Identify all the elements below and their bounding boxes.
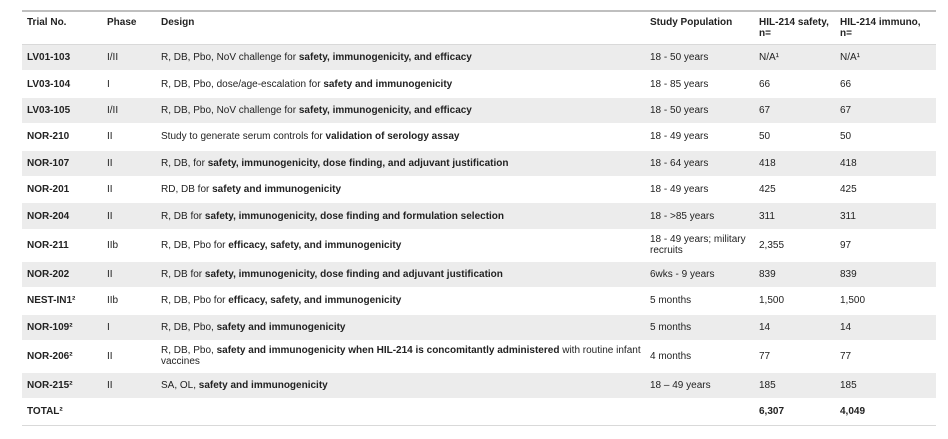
header-study-population: Study Population: [645, 11, 754, 45]
design-text: RD, DB for: [161, 184, 213, 196]
phase-cell: II: [102, 150, 156, 176]
table-row: [22, 176, 936, 202]
safety-n-cell: 425: [754, 176, 835, 202]
study-population-cell: 5 months: [645, 314, 754, 340]
immuno-n-cell: 311: [835, 203, 936, 229]
design-emphasis: safety, immunogenicity, and efficacy: [298, 104, 472, 116]
design-cell: [156, 288, 645, 314]
safety-n-cell: 14: [754, 314, 835, 340]
phase-cell: I: [102, 314, 156, 340]
immuno-n-cell: 67: [835, 97, 936, 123]
immuno-n-cell: 185: [835, 372, 936, 398]
trial-no-cell: NEST-IN1²: [22, 288, 102, 314]
design-cell: [156, 176, 645, 202]
design-text: R, DB, Pbo,: [161, 345, 217, 357]
total-immuno: 4,049: [835, 399, 936, 425]
trial-no-cell: LV03-105: [22, 97, 102, 123]
design-cell: [156, 97, 645, 123]
design-text: Study to generate serum controls for: [161, 131, 326, 143]
trial-no-cell: NOR-211: [22, 229, 102, 261]
phase-cell: I/II: [102, 97, 156, 123]
table-row: [22, 340, 936, 372]
study-population-cell: 18 - >85 years: [645, 203, 754, 229]
design-emphasis: safety, immunogenicity, dose finding, and adjuvant justification: [207, 157, 509, 169]
safety-n-cell: 50: [754, 124, 835, 150]
table-row: [22, 45, 936, 71]
study-population-cell: 18 - 50 years: [645, 45, 754, 71]
header-design: Design: [156, 11, 645, 45]
trial-no-cell: NOR-202: [22, 261, 102, 287]
immuno-n-cell: 425: [835, 176, 936, 202]
safety-n-cell: 66: [754, 71, 835, 97]
design-cell: [156, 71, 645, 97]
design-cell: [156, 203, 645, 229]
total-empty-design: [156, 399, 645, 425]
design-cell: [156, 314, 645, 340]
design-emphasis: safety, immunogenicity, dose finding and adjuvant justification: [204, 268, 503, 280]
table-row: [22, 97, 936, 123]
phase-cell: IIb: [102, 288, 156, 314]
design-cell: [156, 150, 645, 176]
study-population-cell: 5 months: [645, 288, 754, 314]
safety-n-cell: 839: [754, 261, 835, 287]
safety-n-cell: 77: [754, 340, 835, 372]
trial-no-cell: NOR-109²: [22, 314, 102, 340]
design-emphasis: safety and immunogenicity: [323, 78, 453, 90]
safety-n-cell: 311: [754, 203, 835, 229]
design-emphasis: safety and immunogenicity when HIL-214 is concomitantly administered: [216, 345, 560, 357]
phase-cell: II: [102, 372, 156, 398]
design-text: R, DB, Pbo, NoV challenge for: [161, 52, 299, 64]
design-tail: with routine infant vaccines: [161, 345, 641, 368]
immuno-n-cell: 1,500: [835, 288, 936, 314]
design-text: R, DB, Pbo, dose/age-escalation for: [161, 78, 324, 90]
safety-n-cell: N/A¹: [754, 45, 835, 71]
safety-n-cell: 418: [754, 150, 835, 176]
phase-cell: II: [102, 203, 156, 229]
design-emphasis: safety and immunogenicity: [212, 184, 342, 196]
design-cell: [156, 340, 645, 372]
table-row: [22, 150, 936, 176]
design-cell: [156, 261, 645, 287]
safety-n-cell: 67: [754, 97, 835, 123]
study-population-cell: 18 – 49 years: [645, 372, 754, 398]
header-immuno-n: HIL-214 immuno, n=: [835, 11, 936, 45]
design-cell: [156, 372, 645, 398]
immuno-n-cell: 418: [835, 150, 936, 176]
safety-n-cell: 2,355: [754, 229, 835, 261]
total-empty-population: [645, 399, 754, 425]
study-population-cell: 18 - 64 years: [645, 150, 754, 176]
trial-no-cell: NOR-215²: [22, 372, 102, 398]
immuno-n-cell: 97: [835, 229, 936, 261]
design-text: R, DB, Pbo, NoV challenge for: [161, 104, 299, 116]
header-safety-n: HIL-214 safety, n=: [754, 11, 835, 45]
design-text: R, DB for: [161, 268, 205, 280]
design-emphasis: efficacy, safety, and immunogenicity: [228, 295, 402, 307]
immuno-n-cell: 50: [835, 124, 936, 150]
design-text: R, DB, Pbo for: [161, 239, 229, 251]
design-text: R, DB for: [161, 210, 205, 222]
trial-no-cell: NOR-107: [22, 150, 102, 176]
table-row: [22, 71, 936, 97]
table-row: [22, 203, 936, 229]
trial-no-cell: NOR-206²: [22, 340, 102, 372]
study-population-cell: 6wks - 9 years: [645, 261, 754, 287]
trial-no-cell: NOR-210: [22, 124, 102, 150]
design-text: R, DB, Pbo for: [161, 295, 229, 307]
study-population-cell: 18 - 85 years: [645, 71, 754, 97]
study-population-cell: 18 - 49 years: [645, 124, 754, 150]
total-label: TOTAL²: [22, 399, 102, 425]
immuno-n-cell: 66: [835, 71, 936, 97]
design-emphasis: safety and immunogenicity: [198, 380, 328, 392]
immuno-n-cell: 839: [835, 261, 936, 287]
design-emphasis: safety, immunogenicity, and efficacy: [298, 52, 472, 64]
header-trial-no: Trial No.: [22, 11, 102, 45]
trial-no-cell: LV03-104: [22, 71, 102, 97]
design-text: R, DB, Pbo,: [161, 321, 217, 333]
study-population-cell: 18 - 49 years: [645, 176, 754, 202]
phase-cell: I: [102, 71, 156, 97]
total-empty-phase: [102, 399, 156, 425]
total-safety: 6,307: [754, 399, 835, 425]
immuno-n-cell: N/A¹: [835, 45, 936, 71]
study-population-cell: 18 - 50 years: [645, 97, 754, 123]
study-population-cell: 4 months: [645, 340, 754, 372]
trial-no-cell: NOR-201: [22, 176, 102, 202]
safety-n-cell: 1,500: [754, 288, 835, 314]
trial-no-cell: NOR-204: [22, 203, 102, 229]
table-row: [22, 372, 936, 398]
table-row: [22, 261, 936, 287]
clinical-trials-table: [22, 10, 936, 426]
immuno-n-cell: 77: [835, 340, 936, 372]
total-row: [22, 399, 936, 425]
design-emphasis: validation of serology assay: [325, 131, 460, 143]
immuno-n-cell: 14: [835, 314, 936, 340]
study-population-cell: 18 - 49 years; military recruits: [645, 229, 754, 261]
header-phase: Phase: [102, 11, 156, 45]
table-row: [22, 314, 936, 340]
phase-cell: II: [102, 124, 156, 150]
phase-cell: I/II: [102, 45, 156, 71]
table-row: [22, 288, 936, 314]
design-cell: [156, 229, 645, 261]
phase-cell: II: [102, 340, 156, 372]
phase-cell: IIb: [102, 229, 156, 261]
design-emphasis: safety, immunogenicity, dose finding and formulation selection: [204, 210, 505, 222]
safety-n-cell: 185: [754, 372, 835, 398]
design-emphasis: safety and immunogenicity: [216, 321, 346, 333]
table-row: [22, 229, 936, 261]
design-cell: [156, 124, 645, 150]
trial-no-cell: LV01-103: [22, 45, 102, 71]
table-row: [22, 124, 936, 150]
phase-cell: II: [102, 261, 156, 287]
design-cell: [156, 45, 645, 71]
design-emphasis: efficacy, safety, and immunogenicity: [228, 239, 402, 251]
table-header-row: [22, 11, 936, 45]
trials-table-container: [22, 10, 936, 426]
phase-cell: II: [102, 176, 156, 202]
table-body: [22, 45, 936, 426]
design-text: SA, OL,: [161, 380, 199, 392]
design-text: R, DB, for: [161, 157, 208, 169]
